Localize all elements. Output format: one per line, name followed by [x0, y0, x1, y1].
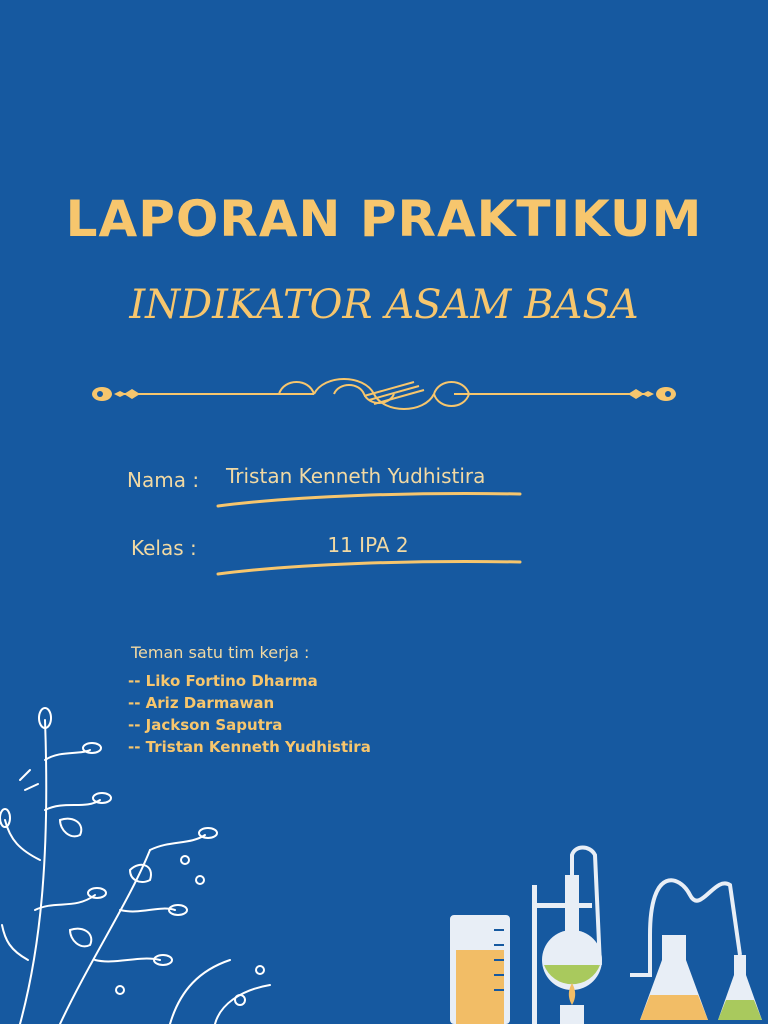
- report-subtitle: INDIKATOR ASAM BASA: [129, 282, 639, 328]
- ornamental-divider-icon: [84, 364, 684, 424]
- team-heading: Teman satu tim kerja :: [131, 643, 310, 662]
- report-title: LAPORAN PRAKTIKUM: [65, 190, 703, 248]
- name-value: Tristan Kenneth Yudhistira: [226, 464, 486, 488]
- team-member: -- Jackson Saputra: [128, 716, 283, 734]
- team-member: -- Liko Fortino Dharma: [128, 672, 318, 690]
- class-label: Kelas :: [131, 536, 197, 560]
- name-underline: [214, 488, 524, 512]
- class-value: 11 IPA 2: [327, 533, 409, 557]
- team-member: -- Ariz Darmawan: [128, 694, 275, 712]
- lab-equipment-icon: [440, 845, 768, 1024]
- floral-branch-icon: [0, 700, 280, 1024]
- class-underline: [214, 556, 524, 580]
- team-member: -- Tristan Kenneth Yudhistira: [128, 738, 371, 756]
- name-label: Nama :: [127, 468, 200, 492]
